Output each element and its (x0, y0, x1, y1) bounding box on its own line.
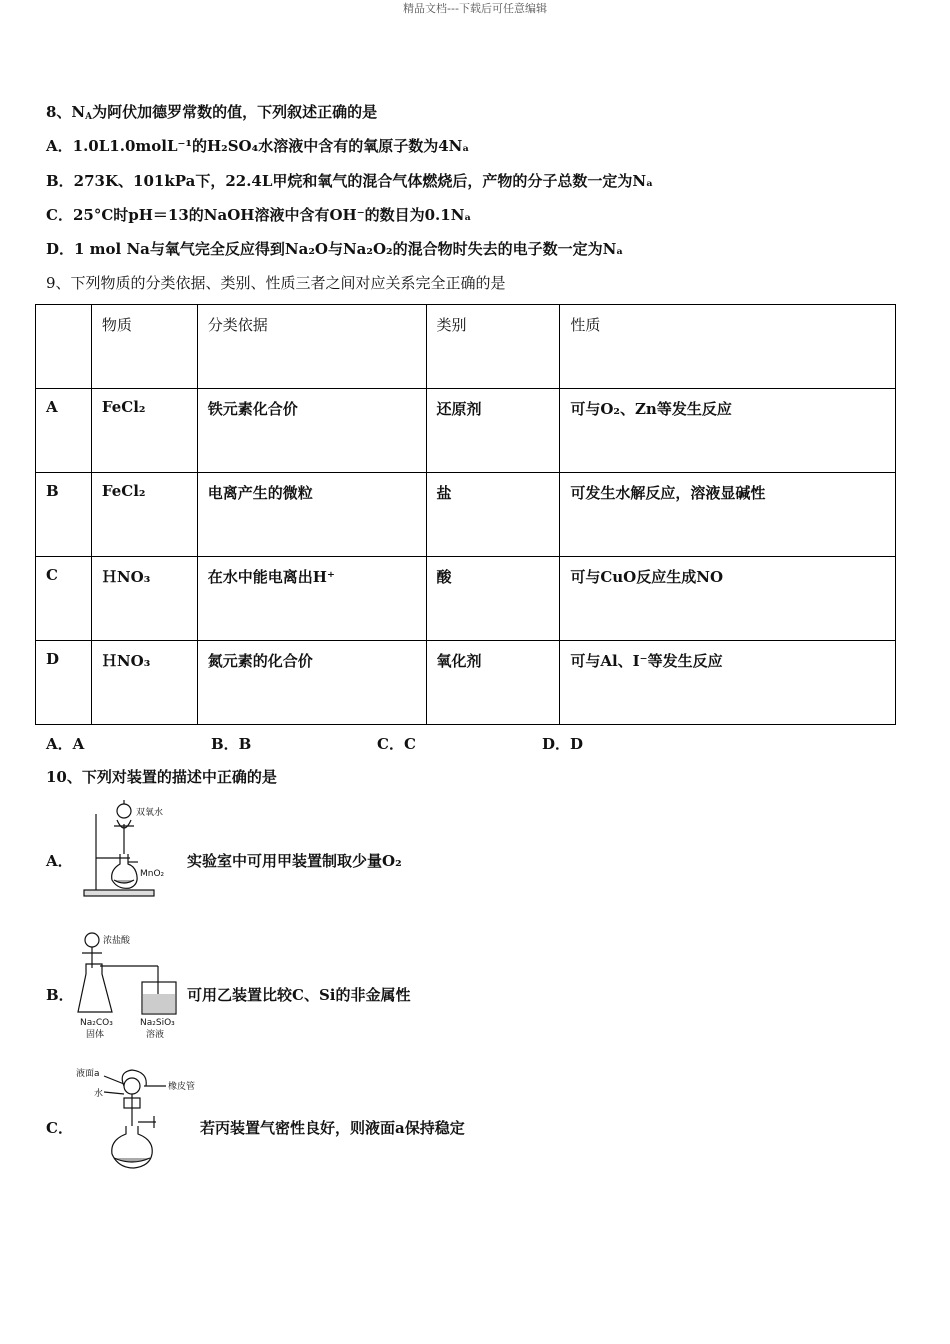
fig-c-label-2: 水 (94, 1089, 104, 1099)
table-row (36, 641, 896, 725)
table-cell: ＨNO₃ (91, 557, 197, 641)
q8-option-c[interactable]: C．25°C时pH＝13的NaOH溶液中含有OH⁻的数目为0.1Nₐ (46, 206, 472, 224)
q8-stem-post: 为阿伏加德罗常数的值，下列叙述正确的是 (92, 103, 378, 121)
q10-option-c-text[interactable]: 若丙装置气密性良好，则液面a保持稳定 (200, 1119, 465, 1137)
q9-choice-a[interactable]: A．A (46, 735, 85, 753)
page-header: 精品文档---下载后可任意编辑 (403, 2, 547, 15)
table-header-cell: 性质 (560, 305, 896, 389)
fig-c-label-1: 液面a (76, 1069, 100, 1079)
q9-choice-b[interactable]: B．B (211, 735, 252, 753)
q8-stem-pre: 8、N (46, 103, 86, 121)
table-cell: 可与O₂、Zn等发生反应 (560, 389, 896, 473)
q8-option-a[interactable]: A．1.0L1.0molL⁻¹的H₂SO₄水溶液中含有的氧原子数为4Nₐ (46, 137, 470, 155)
table-cell: 还原剂 (426, 389, 560, 473)
table-header-cell: 类别 (426, 305, 560, 389)
fig-b-label-3: 固体 (86, 1030, 105, 1040)
q8-stem-sub: A (85, 112, 93, 122)
fig-b-label-2: Na₂CO₃ (80, 1018, 113, 1028)
fig-a-label-2: MnO₂ (140, 869, 165, 879)
table-cell: ＨNO₃ (91, 641, 197, 725)
table-cell: FeCl₂ (91, 389, 197, 473)
q8-option-b[interactable]: B．273K、101kPa下，22.4L甲烷和氧气的混合气体燃烧后，产物的分子总数一定为Nₐ (46, 172, 654, 190)
q10-option-c-label[interactable]: C． (46, 1119, 73, 1137)
q9-table (35, 304, 896, 725)
fig-b-label-4: Na₂SiO₃ (140, 1018, 175, 1028)
table-cell: D (36, 641, 92, 725)
table-cell: 可与Al、I⁻等发生反应 (560, 641, 896, 725)
table-cell: 电离产生的微粒 (197, 473, 426, 557)
table-header-cell: 物质 (91, 305, 197, 389)
q10-option-a-label[interactable]: A． (46, 852, 73, 870)
table-cell: 氧化剂 (426, 641, 560, 725)
table-header-cell (36, 305, 92, 389)
fig-b-label-5: 溶液 (146, 1030, 165, 1040)
table-cell: FeCl₂ (91, 473, 197, 557)
q8-option-d[interactable]: D．1 mol Na与氧气完全反应得到Na₂O与Na₂O₂的混合物时失去的电子数一定为Nₐ (46, 240, 624, 258)
q10-option-b-label[interactable]: B． (46, 986, 74, 1004)
q10-option-a-text[interactable]: 实验室中可用甲装置制取少量O₂ (187, 852, 402, 870)
table-row (36, 557, 896, 641)
apparatus-c-figure (74, 1064, 200, 1174)
q9-stem: 9、下列物质的分类依据、类别、性质三者之间对应关系完全正确的是 (46, 274, 506, 292)
apparatus-a-figure (74, 796, 186, 900)
q10-stem: 10、下列对装置的描述中正确的是 (46, 768, 277, 786)
table-cell: C (36, 557, 92, 641)
table-cell: 盐 (426, 473, 560, 557)
q10-option-b-text[interactable]: 可用乙装置比较C、Si的非金属性 (187, 986, 411, 1004)
table-header-cell: 分类依据 (197, 305, 426, 389)
table-header-row (36, 305, 896, 389)
apparatus-b-figure (74, 928, 186, 1044)
table-cell: A (36, 389, 92, 473)
table-cell: 可发生水解反应，溶液显碱性 (560, 473, 896, 557)
table-cell: 可与CuO反应生成NO (560, 557, 896, 641)
table-cell: 氮元素的化合价 (197, 641, 426, 725)
fig-a-label-1: 双氧水 (136, 808, 164, 818)
q9-choice-d[interactable]: D．D (542, 735, 584, 753)
table-row (36, 389, 896, 473)
q9-choice-c[interactable]: C．C (377, 735, 416, 753)
table-cell: B (36, 473, 92, 557)
table-row (36, 473, 896, 557)
table-cell: 在水中能电离出H⁺ (197, 557, 426, 641)
q8-stem (46, 102, 377, 127)
table-cell: 铁元素化合价 (197, 389, 426, 473)
fig-c-label-3: 橡皮管 (168, 1082, 196, 1092)
fig-b-label-1: 浓盐酸 (103, 936, 131, 946)
table-cell: 酸 (426, 557, 560, 641)
